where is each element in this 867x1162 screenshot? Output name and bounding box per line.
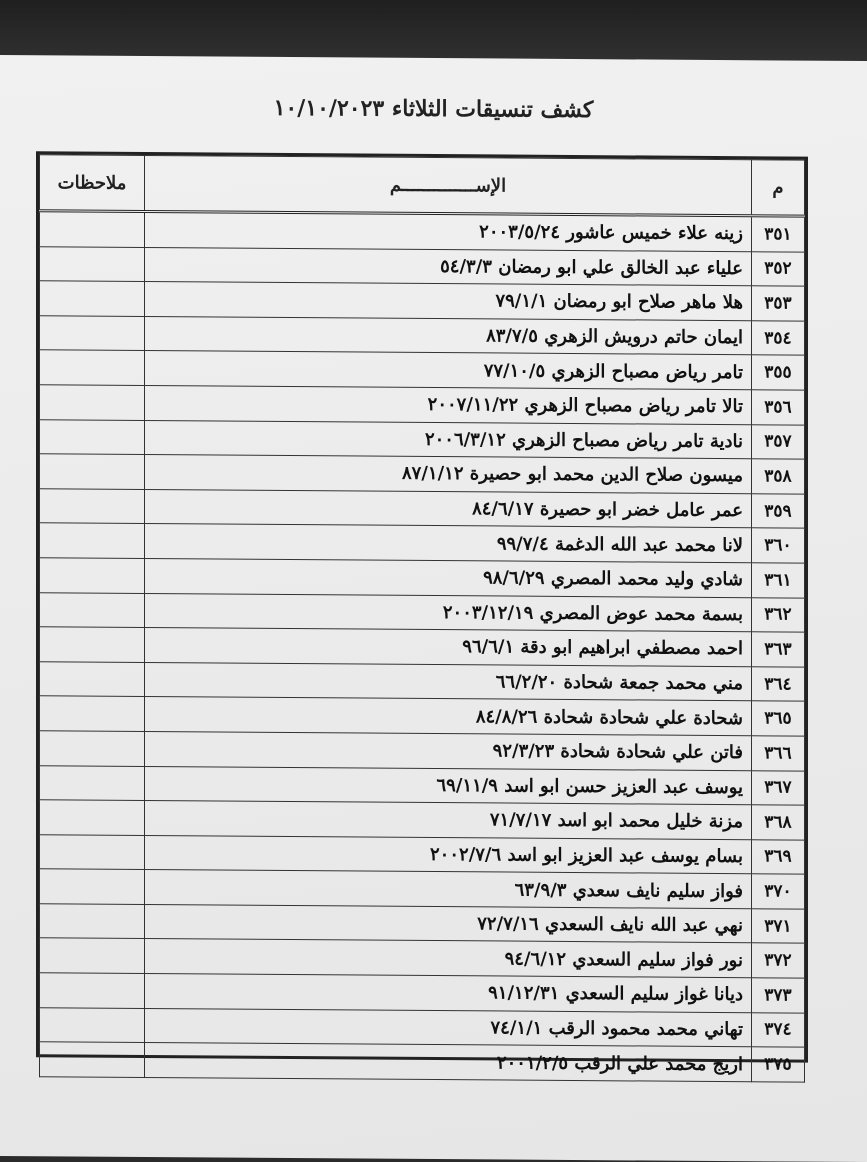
row-notes: [40, 904, 145, 939]
row-notes: [40, 1007, 145, 1042]
row-number: ٣٥٧: [752, 424, 805, 459]
row-number: ٣٥٦: [752, 390, 805, 425]
row-notes: [40, 731, 145, 766]
row-number: ٣٦٢: [752, 597, 805, 632]
row-name: تالا تامر رياض مصباح الزهري ٢٠٠٧/١١/٢٢: [145, 385, 752, 424]
table-row: [40, 350, 805, 390]
table-row: [40, 869, 805, 909]
row-notes: [40, 834, 145, 869]
table-row: [40, 246, 805, 286]
row-name: مزنة خليل محمد ابو اسد ٧١/٧/١٧: [145, 801, 752, 840]
header-number: م: [752, 160, 805, 216]
table-row: [40, 834, 805, 874]
row-name: شادي وليد محمد المصري ٩٨/٦/٢٩: [145, 558, 752, 597]
header-name: الإســــــــــــــم: [145, 156, 752, 216]
row-name: فواز سليم نايف سعدي ٦٣/٩/٣: [145, 870, 752, 909]
row-number: ٣٥٢: [752, 251, 805, 286]
row-number: ٣٧٣: [752, 978, 805, 1013]
table-row: [40, 627, 805, 667]
row-notes: [40, 592, 145, 627]
row-notes: [40, 316, 145, 351]
row-number: ٣٦٦: [752, 736, 805, 771]
table-row: [40, 558, 805, 598]
table-row: [40, 211, 805, 252]
row-number: ٣٦٤: [752, 666, 805, 701]
row-name: اريج محمد علي الرقب ٢٠٠١/٢/٥: [145, 1043, 752, 1082]
table-row: [40, 1007, 805, 1047]
row-number: ٣٦١: [752, 563, 805, 598]
row-name: ديانا غواز سليم السعدي ٩١/١٢/٣١: [145, 974, 752, 1013]
paper-sheet: [0, 55, 867, 1162]
row-number: ٣٧١: [752, 909, 805, 944]
row-number: ٣٦٨: [752, 805, 805, 840]
row-name: نادية تامر رياض مصباح الزهري ٢٠٠٦/٣/١٢: [145, 420, 752, 459]
row-number: ٣٥٤: [752, 321, 805, 356]
row-number: ٣٥١: [752, 216, 805, 252]
table-row: [40, 973, 805, 1013]
row-notes: [40, 246, 145, 281]
table-row: [40, 454, 805, 494]
row-name: لانا محمد عبد الله الدغمة ٩٩/٧/٤: [145, 524, 752, 563]
row-name: بسام يوسف عبد العزيز ابو اسد ٢٠٠٢/٧/٦: [145, 835, 752, 874]
row-notes: [40, 523, 145, 558]
table-row: [40, 904, 805, 944]
names-table-frame: [36, 151, 808, 1075]
table-row: [40, 523, 805, 563]
row-name: ايمان حاتم درويش الزهري ٨٣/٧/٥: [145, 316, 752, 355]
table-row: [40, 800, 805, 840]
row-number: ٣٦٠: [752, 528, 805, 563]
row-notes: [40, 869, 145, 904]
row-number: ٣٥٩: [752, 493, 805, 528]
table-row: [40, 765, 805, 805]
table-row: [40, 592, 805, 632]
row-notes: [40, 661, 145, 696]
row-notes: [40, 211, 145, 247]
row-notes: [40, 454, 145, 489]
row-notes: [40, 800, 145, 835]
row-notes: [40, 765, 145, 800]
row-number: ٣٦٧: [752, 770, 805, 805]
row-name: نور فواز سليم السعدي ٩٤/٦/١٢: [145, 939, 752, 978]
row-notes: [40, 1042, 145, 1077]
row-name: زينه علاء خميس عاشور ٢٠٠٣/٥/٢٤: [145, 212, 752, 252]
row-number: ٣٥٥: [752, 355, 805, 390]
row-number: ٣٧٢: [752, 943, 805, 978]
row-name: علياء عبد الخالق علي ابو رمضان ٥٤/٣/٣: [145, 247, 752, 286]
row-notes: [40, 696, 145, 731]
row-notes: [40, 385, 145, 420]
row-name: ميسون صلاح الدين محمد ابو حصيرة ٨٧/١/١٢: [145, 455, 752, 494]
row-notes: [40, 627, 145, 662]
row-notes: [40, 938, 145, 973]
row-name: عمر عامل خضر ابو حصيرة ٨٤/٦/١٧: [145, 489, 752, 528]
table-row: [40, 385, 805, 425]
table-row: [40, 281, 805, 321]
row-name: بسمة محمد عوض المصري ٢٠٠٣/١٢/١٩: [145, 593, 752, 632]
row-notes: [40, 558, 145, 593]
table-row: [40, 731, 805, 771]
table-row: [40, 938, 805, 978]
table-body: [40, 211, 805, 1082]
row-number: ٣٦٥: [752, 701, 805, 736]
table-row: [40, 316, 805, 356]
row-name: احمد مصطفي ابراهيم ابو دقة ٩٦/٦/١: [145, 628, 752, 667]
row-name: نهي عبد الله نايف السعدي ٧٢/٧/١٦: [145, 904, 752, 943]
row-number: ٣٧٠: [752, 874, 805, 909]
row-notes: [40, 350, 145, 385]
row-name: فاتن علي شحادة شحادة ٩٢/٣/٢٣: [145, 731, 752, 770]
document-title: كشف تنسيقات الثلاثاء ١٠/١٠/٢٠٢٣: [273, 94, 594, 124]
row-name: مني محمد جمعة شحادة ٦٦/٢/٢٠: [145, 662, 752, 701]
row-name: شحادة علي شحادة شحادة ٨٤/٨/٢٦: [145, 697, 752, 736]
header-notes: ملاحظات: [40, 155, 145, 212]
row-number: ٣٦٩: [752, 839, 805, 874]
names-table: [39, 154, 805, 1082]
row-number: ٣٧٤: [752, 1012, 805, 1047]
row-notes: [40, 419, 145, 454]
row-name: تامر رياض مصباح الزهري ٧٧/١٠/٥: [145, 351, 752, 390]
table-row: [40, 1042, 805, 1082]
table-row: [40, 696, 805, 736]
row-number: ٣٥٨: [752, 459, 805, 494]
row-name: يوسف عبد العزيز حسن ابو اسد ٦٩/١١/٩: [145, 766, 752, 805]
row-notes: [40, 489, 145, 524]
row-number: ٣٧٥: [752, 1047, 805, 1082]
row-name: هلا ماهر صلاح ابو رمضان ٧٩/١/١: [145, 282, 752, 321]
row-notes: [40, 281, 145, 316]
row-number: ٣٥٣: [752, 286, 805, 321]
table-row: [40, 661, 805, 701]
row-number: ٣٦٣: [752, 632, 805, 667]
table-header-row: [40, 155, 805, 216]
row-notes: [40, 973, 145, 1008]
table-row: [40, 419, 805, 459]
row-name: تهاني محمد محمود الرقب ٧٤/١/١: [145, 1008, 752, 1047]
table-row: [40, 489, 805, 529]
